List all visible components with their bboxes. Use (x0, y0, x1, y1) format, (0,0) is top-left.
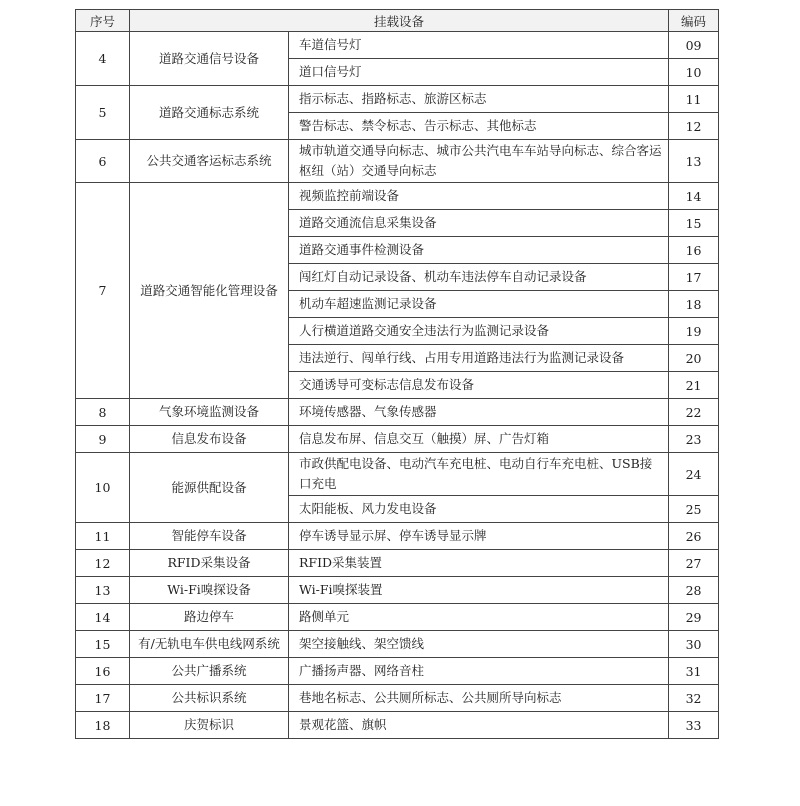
row-code: 30 (669, 631, 719, 658)
row-code: 16 (669, 237, 719, 264)
header-device: 挂载设备 (130, 10, 669, 32)
row-device-item: 闯红灯自动记录设备、机动车违法停车自动记录设备 (289, 264, 669, 291)
device-code-table (75, 9, 719, 739)
row-device-item: 道路交通流信息采集设备 (289, 210, 669, 237)
row-code: 22 (669, 399, 719, 426)
row-category-name: 公共标识系统 (130, 685, 289, 712)
table-row (76, 183, 719, 210)
row-code: 28 (669, 577, 719, 604)
row-seq: 18 (76, 712, 130, 739)
row-device-item: 停车诱导显示屏、停车诱导显示牌 (289, 523, 669, 550)
table-row (76, 685, 719, 712)
row-device-item: 路侧单元 (289, 604, 669, 631)
row-device-item: 景观花篮、旗帜 (289, 712, 669, 739)
row-device-item: 人行横道道路交通安全违法行为监测记录设备 (289, 318, 669, 345)
row-seq: 9 (76, 426, 130, 453)
table-row (76, 523, 719, 550)
row-device-item: 指示标志、指路标志、旅游区标志 (289, 86, 669, 113)
table-row (76, 631, 719, 658)
table-row (76, 658, 719, 685)
row-code: 26 (669, 523, 719, 550)
row-device-item: 环境传感器、气象传感器 (289, 399, 669, 426)
row-category-name: 路边停车 (130, 604, 289, 631)
table-row (76, 550, 719, 577)
row-device-item: 广播扬声器、网络音柱 (289, 658, 669, 685)
row-category-name: Wi-Fi嗅探设备 (130, 577, 289, 604)
row-device-item: Wi-Fi嗅探装置 (289, 577, 669, 604)
row-device-item: RFID采集装置 (289, 550, 669, 577)
row-device-item: 道口信号灯 (289, 59, 669, 86)
row-code: 11 (669, 86, 719, 113)
row-category-name: 信息发布设备 (130, 426, 289, 453)
row-category-name: 道路交通信号设备 (130, 32, 289, 86)
row-code: 14 (669, 183, 719, 210)
row-code: 29 (669, 604, 719, 631)
table-row (76, 426, 719, 453)
row-device-item: 巷地名标志、公共厕所标志、公共厕所导向标志 (289, 685, 669, 712)
table-row (76, 86, 719, 113)
table-row (76, 399, 719, 426)
row-seq: 14 (76, 604, 130, 631)
row-code: 10 (669, 59, 719, 86)
row-seq: 12 (76, 550, 130, 577)
header-seq: 序号 (76, 10, 130, 32)
row-seq: 13 (76, 577, 130, 604)
row-category-name: 有/无轨电车供电线网系统 (130, 631, 289, 658)
row-code: 20 (669, 345, 719, 372)
row-seq: 16 (76, 658, 130, 685)
row-code: 33 (669, 712, 719, 739)
table-row (76, 577, 719, 604)
row-code: 21 (669, 372, 719, 399)
table-row (76, 712, 719, 739)
header-code: 编码 (669, 10, 719, 32)
row-category-name: RFID采集设备 (130, 550, 289, 577)
row-code: 18 (669, 291, 719, 318)
row-code: 25 (669, 496, 719, 523)
row-code: 27 (669, 550, 719, 577)
table-row (76, 140, 719, 183)
row-seq: 15 (76, 631, 130, 658)
row-seq: 10 (76, 453, 130, 523)
row-category-name: 公共广播系统 (130, 658, 289, 685)
row-category-name: 道路交通智能化管理设备 (130, 183, 289, 399)
row-code: 17 (669, 264, 719, 291)
row-category-name: 道路交通标志系统 (130, 86, 289, 140)
row-code: 31 (669, 658, 719, 685)
row-device-item: 城市轨道交通导向标志、城市公共汽电车车站导向标志、综合客运枢纽（站）交通导向标志 (289, 140, 669, 183)
row-code: 32 (669, 685, 719, 712)
row-category-name: 公共交通客运标志系统 (130, 140, 289, 183)
row-device-item: 警告标志、禁令标志、告示标志、其他标志 (289, 113, 669, 140)
row-category-name: 气象环境监测设备 (130, 399, 289, 426)
row-seq: 7 (76, 183, 130, 399)
row-device-item: 视频监控前端设备 (289, 183, 669, 210)
row-seq: 6 (76, 140, 130, 183)
table-row (76, 453, 719, 496)
row-seq: 4 (76, 32, 130, 86)
row-code: 15 (669, 210, 719, 237)
row-device-item: 机动车超速监测记录设备 (289, 291, 669, 318)
row-code: 13 (669, 140, 719, 183)
row-seq: 8 (76, 399, 130, 426)
row-code: 09 (669, 32, 719, 59)
row-device-item: 车道信号灯 (289, 32, 669, 59)
row-category-name: 庆贺标识 (130, 712, 289, 739)
row-device-item: 市政供配电设备、电动汽车充电桩、电动自行车充电桩、USB接口充电 (289, 453, 669, 496)
table-body (76, 32, 719, 739)
row-seq: 5 (76, 86, 130, 140)
row-device-item: 违法逆行、闯单行线、占用专用道路违法行为监测记录设备 (289, 345, 669, 372)
table-header-row (76, 10, 719, 32)
row-code: 19 (669, 318, 719, 345)
row-device-item: 太阳能板、风力发电设备 (289, 496, 669, 523)
table-row (76, 32, 719, 59)
row-seq: 17 (76, 685, 130, 712)
table-row (76, 604, 719, 631)
row-category-name: 智能停车设备 (130, 523, 289, 550)
row-code: 24 (669, 453, 719, 496)
row-code: 12 (669, 113, 719, 140)
row-category-name: 能源供配设备 (130, 453, 289, 523)
row-device-item: 道路交通事件检测设备 (289, 237, 669, 264)
row-device-item: 交通诱导可变标志信息发布设备 (289, 372, 669, 399)
row-device-item: 架空接触线、架空馈线 (289, 631, 669, 658)
row-device-item: 信息发布屏、信息交互（触摸）屏、广告灯箱 (289, 426, 669, 453)
row-code: 23 (669, 426, 719, 453)
row-seq: 11 (76, 523, 130, 550)
